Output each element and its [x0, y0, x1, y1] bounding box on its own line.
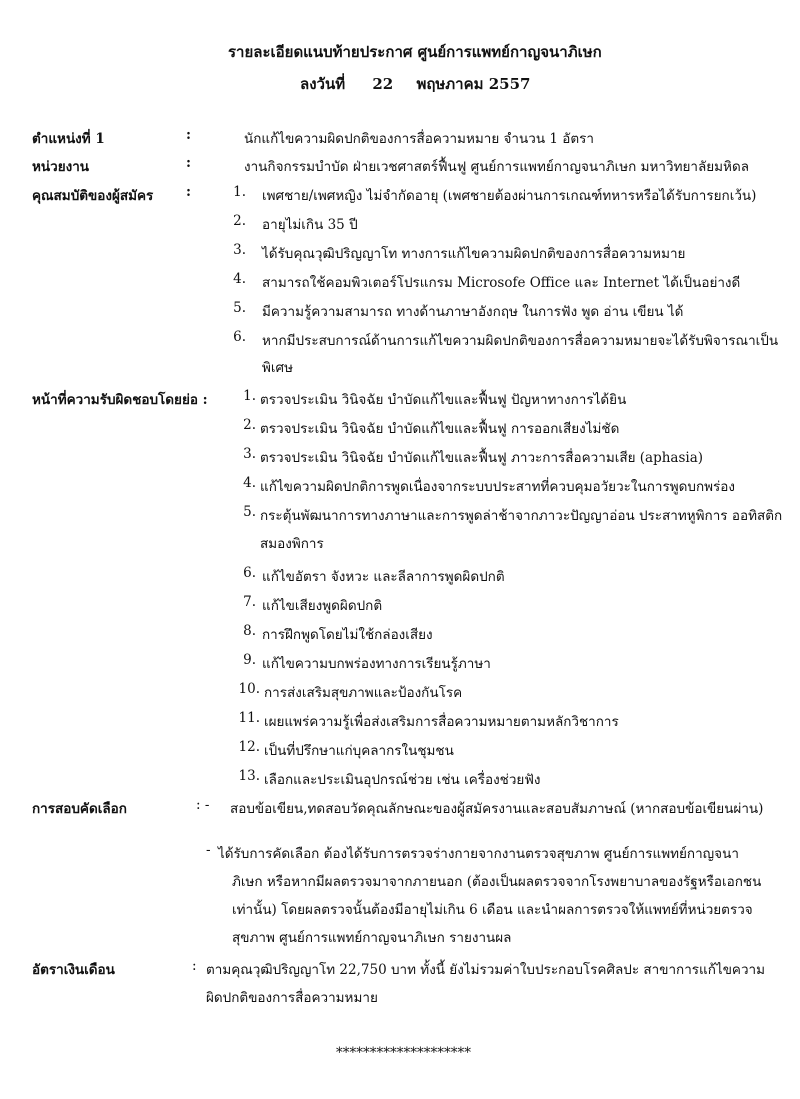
duty-item: แก้ไขเสียงพูดผิดปกติ — [262, 598, 383, 614]
qualification-number: 1. — [233, 184, 246, 200]
qualification-item: มีความรู้ความสามารถ ทางด้านภาษาอังกฤษ ในการฟัง พูด อ่าน เขียน ได้ — [262, 304, 684, 320]
qualification-item: ได้รับคุณวุฒิปริญญาโท ทางการแก้ไขความผิดปกติของการสื่อความหมาย — [262, 246, 686, 262]
qualification-item: อายุไม่เกิน 35 ปี — [262, 217, 358, 233]
qualification-number: 4. — [233, 271, 246, 287]
qualifications-label: คุณสมบัติของผู้สมัคร — [32, 188, 154, 204]
duty-item: เป็นที่ปรึกษาแก่บุคลากรในชุมชน — [264, 743, 454, 759]
selection-para-line: สุขภาพ ศูนย์การแพทย์กาญจนาภิเษก รายงานผล — [232, 930, 512, 946]
salary-line: ผิดปกติของการสื่อความหมาย — [206, 990, 378, 1006]
selection-para-line: ได้รับการคัดเลือก ต้องได้รับการตรวจร่างกายจากงานตรวจสุขภาพ ศูนย์การแพทย์กาญจนา — [218, 846, 739, 862]
date-prefix: ลงวันที่ — [300, 75, 346, 93]
duty-item: กระตุ้นพัฒนาการทางภาษาและการพูดล่าช้าจากภาวะปัญญาอ่อน ประสาทหูพิการ ออทิสติก — [260, 508, 783, 524]
qualification-item: หากมีประสบการณ์ด้านการแก้ไขความผิดปกติของการสื่อความหมายจะได้รับพิจารณาเป็น — [262, 333, 779, 349]
footer-stars: ******************** — [336, 1045, 471, 1061]
unit-colon: : — [186, 155, 191, 171]
duty-item: การฝึกพูดโดยไม่ใช้กล่องเสียง — [262, 627, 433, 643]
duty-item: แก้ไขความผิดปกติการพูดเนื่องจากระบบประสาทที่ควบคุมอวัยวะในการพูดบกพร่อง — [260, 479, 736, 495]
duty-number: 3. — [243, 446, 256, 462]
qualification-number: 6. — [233, 329, 246, 345]
duty-number: 12. — [238, 739, 260, 755]
duty-number: 2. — [243, 417, 256, 433]
duty-number: 8. — [243, 623, 256, 639]
salary-line: ตามคุณวุฒิปริญญาโท 22,750 บาท ทั้งนี้ ยังไม่รวมค่าใบประกอบโรคศิลปะ สาขาการแก้ไขความ — [206, 962, 766, 978]
date-month-year: พฤษภาคม 2557 — [416, 75, 531, 93]
salary-colon: : — [192, 958, 197, 974]
document-title: รายละเอียดแนบท้ายประกาศ ศูนย์การแพทย์กาญจนาภิเษก — [228, 43, 602, 61]
position-value: นักแก้ไขความผิดปกติของการสื่อความหมาย จำนวน 1 อัตรา — [244, 131, 594, 147]
salary-label: อัตราเงินเดือน — [32, 962, 115, 978]
qualification-item-continuation: พิเศษ — [262, 360, 293, 376]
unit-label: หน่วยงาน — [32, 159, 90, 175]
date-day: 22 — [372, 75, 394, 93]
selection-para-dash: - — [206, 842, 211, 858]
duty-number: 7. — [243, 594, 256, 610]
duty-item: เผยแพร่ความรู้เพื่อส่งเสริมการสื่อความหมายตามหลักวิชาการ — [264, 714, 619, 730]
duty-number: 11. — [238, 710, 260, 726]
duty-number: 10. — [238, 681, 260, 697]
qualification-item: เพศชาย/เพศหญิง ไม่จำกัดอายุ (เพศชายต้องผ่านการเกณฑ์ทหารหรือได้รับการยกเว้น) — [262, 188, 757, 204]
selection-para-line: เท่านั้น) โดยผลตรวจนั้นต้องมีอายุไม่เกิน 6 เดือน และนำผลการตรวจให้แพทย์ที่หน่วยตรวจ — [232, 902, 753, 918]
duty-number: 9. — [243, 652, 256, 668]
qualifications-colon: : — [186, 184, 191, 200]
duty-number: 5. — [243, 504, 256, 520]
duty-item: เลือกและประเมินอุปกรณ์ช่วย เช่น เครื่องช่วยฟัง — [264, 772, 541, 788]
qualification-number: 3. — [233, 242, 246, 258]
duty-item: แก้ไขอัตรา จังหวะ และลีลาการพูดผิดปกติ — [262, 569, 505, 585]
duty-number: 6. — [243, 565, 256, 581]
qualification-number: 5. — [233, 300, 246, 316]
duty-item: ตรวจประเมิน วินิจฉัย บำบัดแก้ไขและฟื้นฟู การออกเสียงไม่ชัด — [260, 421, 620, 437]
duty-number: 1. — [243, 388, 256, 404]
selection-para-line: ภิเษก หรือหากมีผลตรวจมาจากภายนอก (ต้องเป็นผลตรวจจากโรงพยาบาลของรัฐหรือเอกชน — [232, 874, 762, 890]
duty-item-continuation: สมองพิการ — [260, 536, 324, 552]
duty-item: แก้ไขความบกพร่องทางการเรียนรู้ภาษา — [262, 656, 491, 672]
position-label: ตำแหน่งที่ 1 — [32, 131, 105, 147]
selection-label: การสอบคัดเลือก — [32, 801, 127, 817]
duty-item: ตรวจประเมิน วินิจฉัย บำบัดแก้ไขและฟื้นฟู ภาวะการสื่อความเสีย (aphasia) — [260, 450, 704, 466]
unit-value: งานกิจกรรมบำบัด ฝ่ายเวชศาสตร์ฟื้นฟู ศูนย์การแพทย์กาญจนาภิเษก มหาวิทยาลัยมหิดล — [244, 159, 749, 175]
duty-item: ตรวจประเมิน วินิจฉัย บำบัดแก้ไขและฟื้นฟู ปัญหาทางการได้ยิน — [260, 392, 627, 408]
qualification-number: 2. — [233, 213, 246, 229]
duty-number: 4. — [243, 475, 256, 491]
duty-number: 13. — [238, 768, 260, 784]
duties-label: หน้าที่ความรับผิดชอบโดยย่อ : — [32, 392, 208, 408]
selection-colon: : - — [196, 797, 210, 813]
selection-exam: สอบข้อเขียน,ทดสอบวัดคุณลักษณะของผู้สมัครงานและสอบสัมภาษณ์ (หากสอบข้อเขียนผ่าน) — [230, 801, 764, 817]
duty-item: การส่งเสริมสุขภาพและป้องกันโรค — [264, 685, 463, 701]
qualification-item: สามารถใช้คอมพิวเตอร์โปรแกรม Microsofe Office และ Internet ได้เป็นอย่างดี — [262, 275, 741, 291]
document-date — [300, 72, 531, 96]
position-colon: : — [186, 127, 191, 143]
